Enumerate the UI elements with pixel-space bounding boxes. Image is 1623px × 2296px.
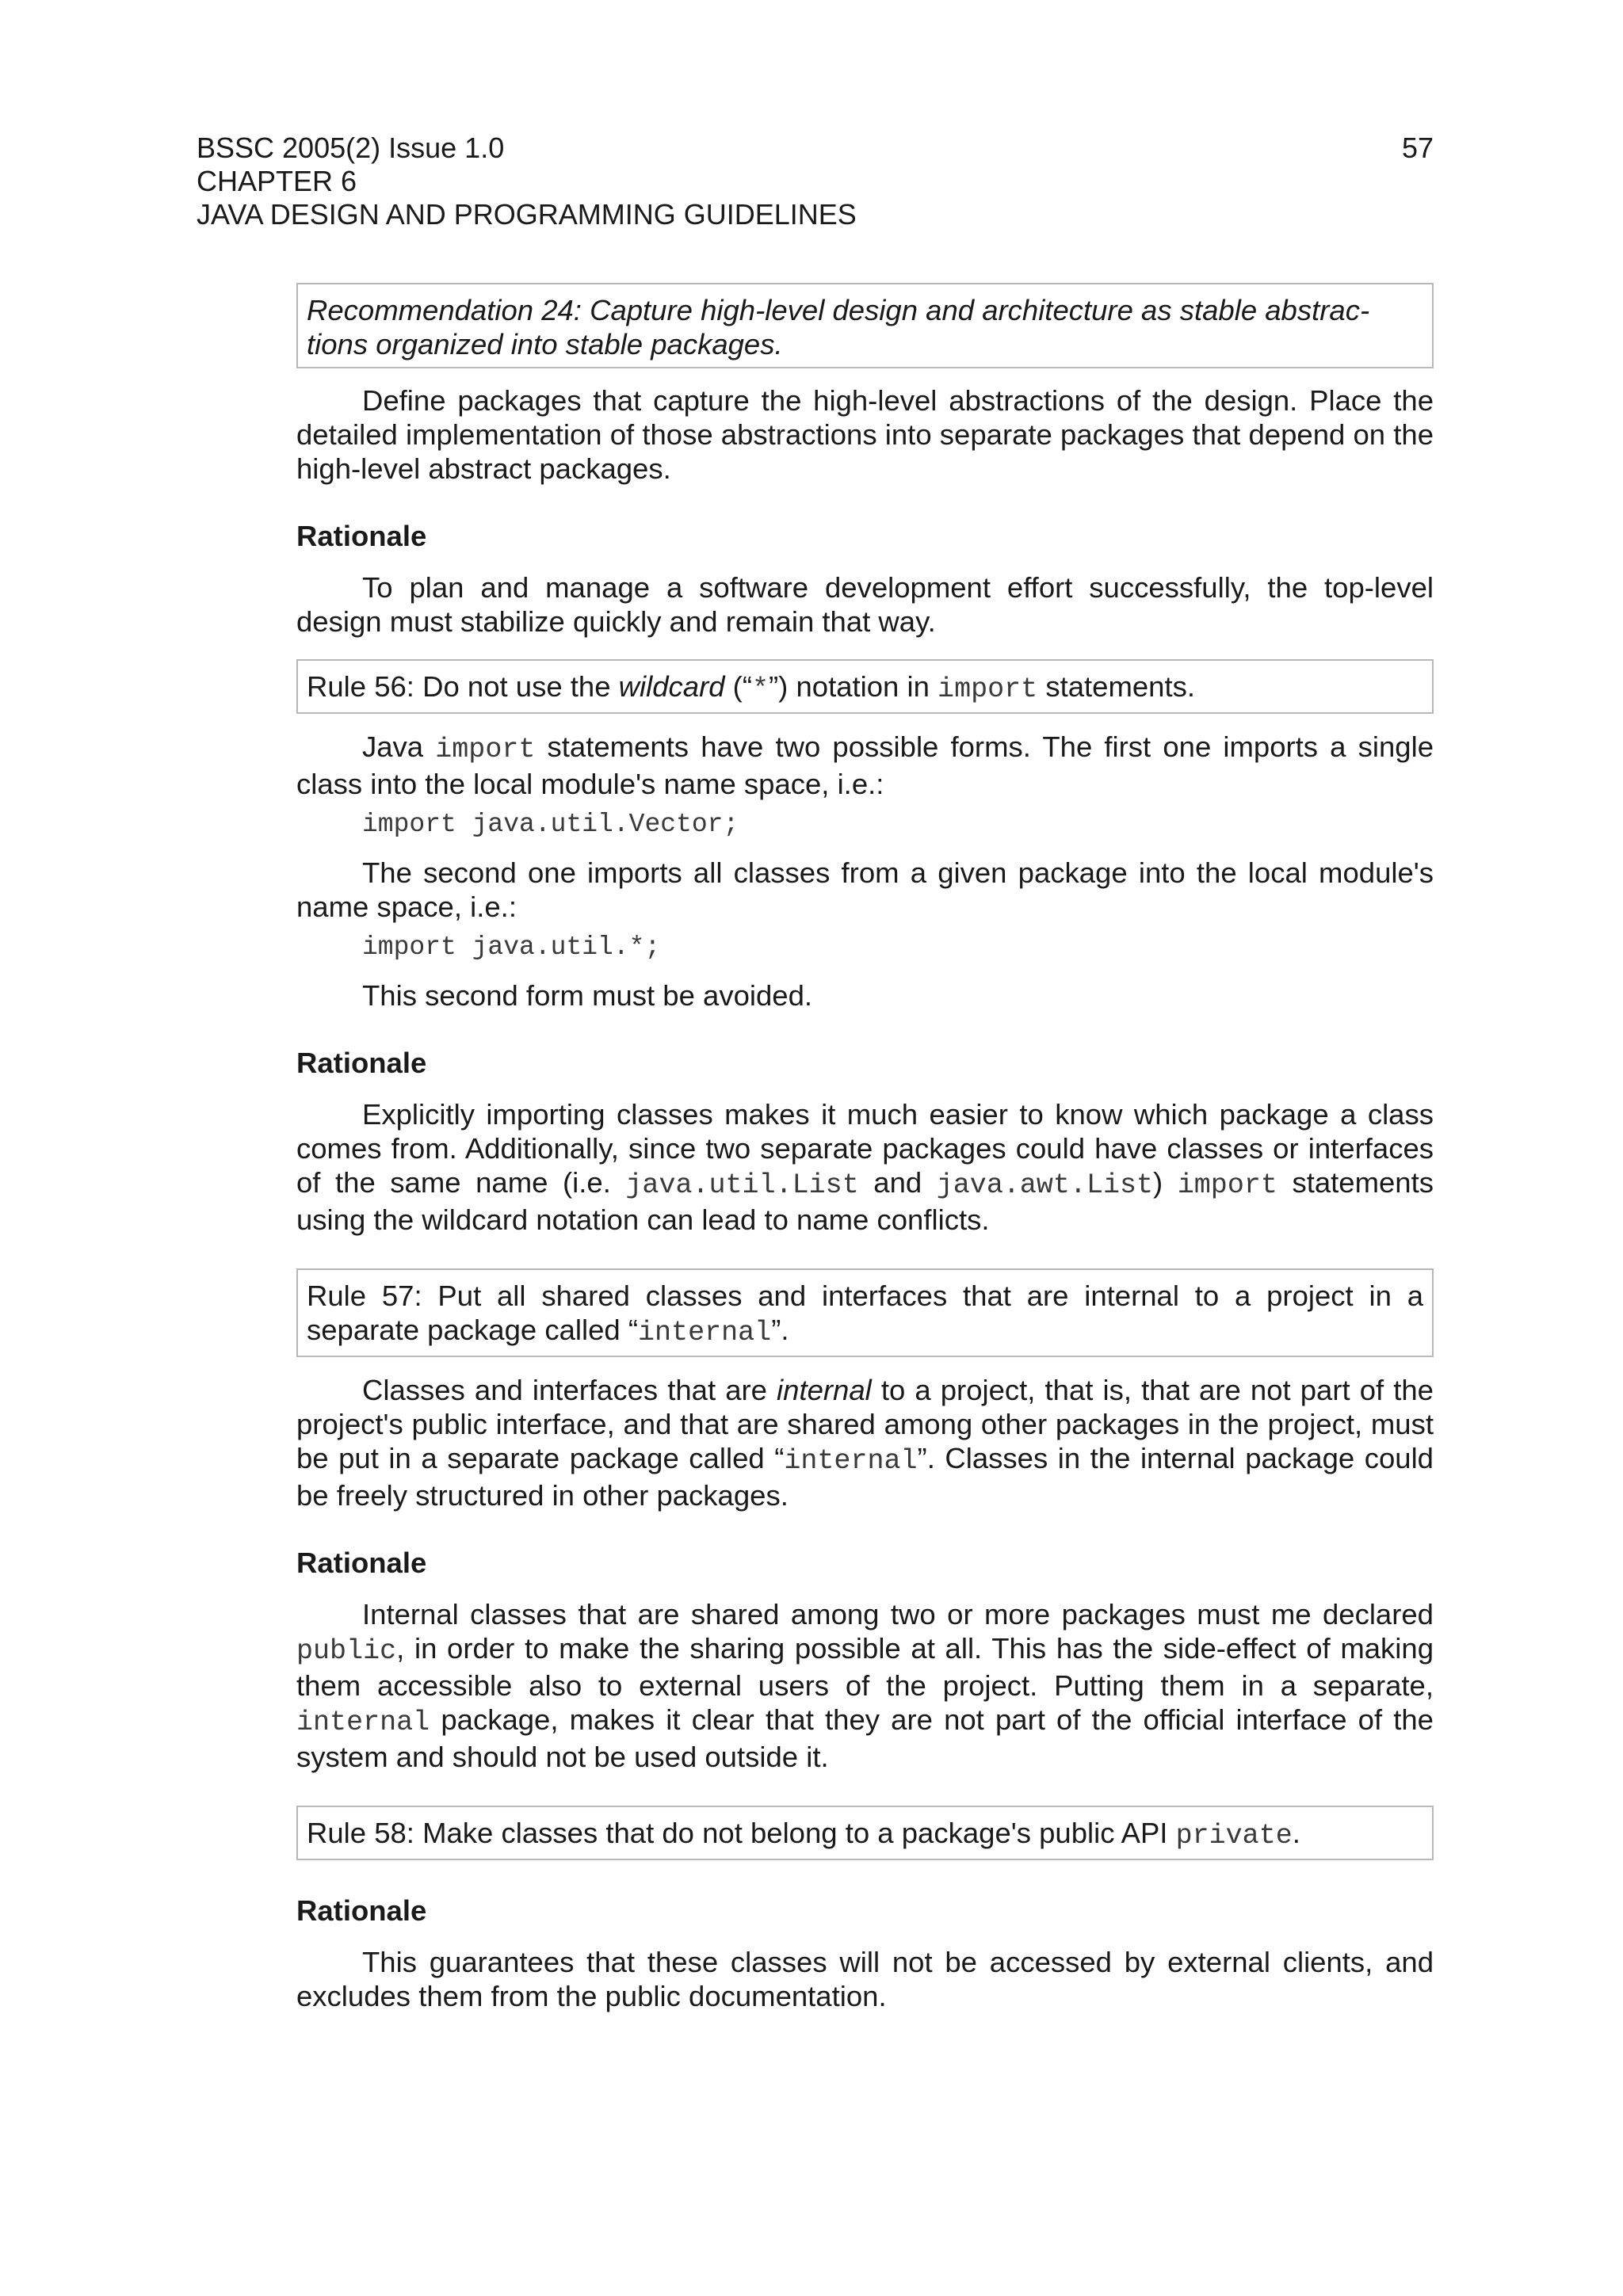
text-run: statements using the wildcard notation can lead to name conflicts. [296, 1166, 1434, 1236]
rule-57-box [296, 1268, 1434, 1357]
header-doc-id: BSSC 2005(2) Issue 1.0 [197, 132, 505, 164]
page-body [296, 283, 1434, 2013]
public-keyword: public [296, 1635, 397, 1667]
text-run: package, makes it clear that they are not part of the official interface of the system and should not be used outside it. [296, 1703, 1434, 1773]
paragraph-second-form: The second one imports all classes from a given package into the local module's name space, i.e.: [296, 856, 1434, 923]
text-run: and [858, 1166, 937, 1199]
text-run: ”. Classes in the internal package could be freely structured in other packages. [296, 1442, 1434, 1512]
rule-57-internal-keyword: internal [638, 1317, 772, 1348]
text-run: Internal classes that are shared among two or more packages must me declared [362, 1598, 1434, 1630]
rule-58-private-keyword: private [1175, 1820, 1293, 1852]
rule-57-text: Rule 57: Put all shared classes and interfaces that are internal to a project in a separate package called “ [307, 1280, 1423, 1346]
header-chapter: CHAPTER 6 [197, 165, 357, 197]
code-example-2: import java.util.*; [362, 933, 661, 962]
paragraph-import-forms [296, 730, 1434, 801]
rule-56-asterisk: * [751, 673, 769, 705]
rule-56-box [296, 659, 1434, 714]
paragraph-rationale-3 [296, 1597, 1434, 1774]
text-run: , in order to make the sharing possible at all. This has the side-effect of making them accessible also to external users of the project. Putting them in a separate, [296, 1632, 1434, 1702]
rationale-heading-4: Rationale [296, 1894, 427, 1927]
paragraph-rationale-1: To plan and manage a software development effort successfully, the top-level design must stabilize quickly and remain that way. [296, 571, 1434, 638]
paragraph-rationale-4: This guarantees that these classes will not be accessed by external clients, and excludes them from the public documentation. [296, 1946, 1434, 2012]
internal-keyword: internal [296, 1707, 430, 1738]
import-keyword: import [435, 734, 536, 765]
rule-57-text: ”. [771, 1314, 789, 1346]
recommendation-24-box [296, 283, 1434, 368]
running-header [197, 132, 857, 231]
code-java-awt-list: java.awt.List [936, 1169, 1154, 1201]
rule-58-text: Rule 58: Make classes that do not belong to a package's public API [307, 1817, 1176, 1849]
text-run: to a project, that is, that are not part of the project's public interface, and that are shared among other packages in the project, must be put in a separate package called “ [296, 1374, 1434, 1474]
text-run: ) [1153, 1166, 1178, 1199]
rule-56-text: statements. [1037, 670, 1195, 703]
code-example-1: import java.util.Vector; [362, 810, 739, 839]
internal-emphasis: internal [777, 1374, 872, 1406]
paragraph-packages: Define packages that capture the high-level abstractions of the design. Place the detailed implementation of those abstractions into separate packages that depend on the high-level abstract packages. [296, 384, 1434, 485]
text-run: Classes and interfaces that are [362, 1374, 777, 1406]
rule-56-import-keyword: import [938, 673, 1038, 705]
code-java-util-list: java.util.List [625, 1169, 859, 1201]
rule-56-wildcard: wildcard [618, 670, 725, 703]
page-number: 57 [1401, 132, 1434, 164]
import-keyword: import [1177, 1169, 1277, 1201]
rationale-heading-1: Rationale [296, 520, 427, 552]
rationale-heading-3: Rationale [296, 1547, 427, 1579]
text-run: Java [362, 730, 436, 763]
rule-56-text: ”) notation in [769, 670, 938, 703]
paragraph-internal [296, 1373, 1434, 1512]
rule-56-text: (“ [724, 670, 752, 703]
rule-58-box [296, 1806, 1434, 1860]
recommendation-24-line-2: tions organized into stable packages. [307, 328, 783, 360]
recommendation-24-line-1: Recommendation 24: Capture high-level design and architecture as stable abstrac- [307, 294, 1370, 326]
paragraph-avoid: This second form must be avoided. [362, 979, 813, 1012]
rule-56-text: Rule 56: Do not use the [307, 670, 619, 703]
paragraph-rationale-2 [296, 1097, 1434, 1237]
text-run: statements have two possible forms. The first one imports a single class into the local module's name space, i.e.: [296, 730, 1434, 800]
rationale-heading-2: Rationale [296, 1047, 427, 1079]
header-chapter-title: JAVA DESIGN AND PROGRAMMING GUIDELINES [197, 198, 857, 231]
internal-keyword: internal [784, 1445, 918, 1477]
rule-58-text: . [1292, 1817, 1300, 1849]
text-run: Explicitly importing classes makes it much easier to know which package a class comes from. Additionally, since two separate packages could have classes or interfaces of the same name (i.e. [296, 1098, 1434, 1199]
